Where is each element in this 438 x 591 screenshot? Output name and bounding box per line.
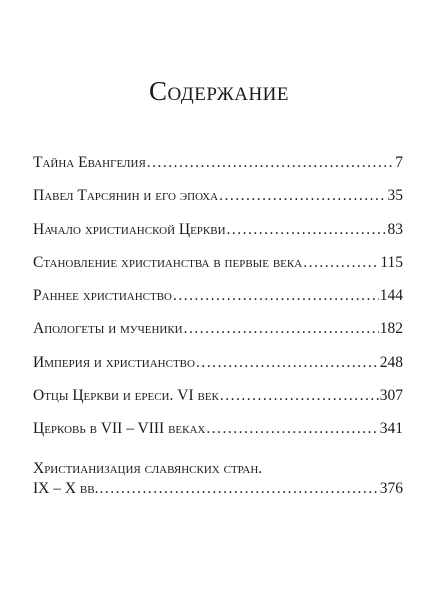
toc-entry[interactable]	[33, 354, 403, 387]
toc-entry-page: 376	[379, 479, 403, 497]
toc-entry-label-line1: Христианизация славянских стран.	[33, 459, 263, 477]
toc-entry-page: 83	[387, 220, 403, 238]
toc-entry-label: Апологеты и мученики	[33, 320, 183, 338]
toc-entry-page: 144	[379, 287, 403, 305]
page-title: Содержание	[148, 76, 290, 107]
toc-entry[interactable]	[33, 287, 403, 320]
toc-entry-label: Церковь в VII – VIII веках	[33, 420, 206, 438]
toc-entry-page: 182	[379, 320, 403, 338]
table-of-contents	[33, 154, 403, 499]
toc-entry[interactable]	[33, 187, 403, 220]
toc-entry-label: Раннее христианство	[33, 287, 172, 305]
toc-entry-label: Становление христианства в первые века	[33, 253, 303, 271]
toc-entry[interactable]	[33, 320, 403, 353]
toc-entry-label: Павел Тарсянин и его эпоха	[33, 187, 219, 205]
dot-leader	[220, 387, 379, 405]
dot-leader	[196, 354, 379, 372]
toc-entry-page: 7	[395, 154, 403, 171]
toc-entry-label: Отцы Церкви и ереси. VI век	[33, 387, 219, 405]
toc-entry-page: 248	[379, 353, 403, 371]
dot-leader	[147, 154, 394, 172]
dot-leader	[303, 254, 379, 272]
toc-entry-page: 115	[380, 253, 403, 271]
toc-entry-label-line2: IX – X вв.	[33, 479, 99, 497]
toc-entry-label: Начало христианской Церкви	[33, 220, 226, 238]
dot-leader	[227, 221, 387, 239]
toc-entry-page: 35	[387, 187, 403, 205]
toc-entry-label: Тайна Евангелия	[33, 154, 146, 171]
dot-leader	[99, 479, 378, 499]
dot-leader	[219, 187, 386, 205]
toc-entry-label: Империя и христианство	[33, 353, 195, 371]
toc-entry[interactable]	[33, 420, 403, 453]
toc-entry[interactable]	[33, 254, 403, 287]
toc-entry[interactable]	[33, 387, 403, 420]
dot-leader	[184, 320, 379, 338]
toc-entry-page: 307	[379, 387, 403, 405]
toc-entry-page: 341	[379, 420, 403, 438]
toc-entry-line2	[33, 479, 403, 499]
toc-entry-multiline[interactable]	[33, 459, 403, 499]
toc-entry[interactable]	[33, 221, 403, 254]
toc-entry[interactable]	[33, 154, 403, 187]
dot-leader	[173, 287, 379, 305]
dot-leader	[206, 420, 378, 438]
